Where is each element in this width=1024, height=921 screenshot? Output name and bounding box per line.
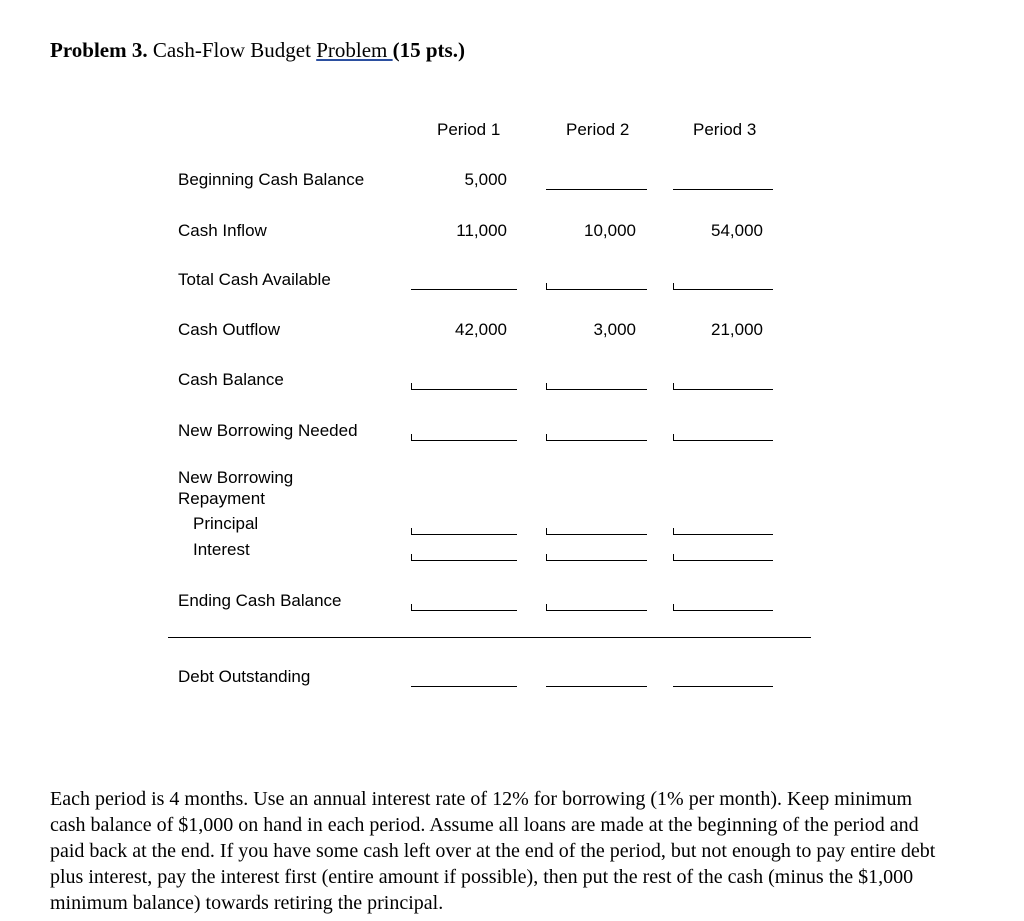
tick-mark — [411, 554, 412, 560]
blank-cash-balance-p3[interactable] — [673, 389, 773, 390]
label-ending-cash-balance: Ending Cash Balance — [178, 591, 342, 610]
blank-new-borrowing-p1[interactable] — [411, 440, 517, 441]
tick-mark — [673, 434, 674, 440]
label-cash-inflow: Cash Inflow — [178, 221, 267, 240]
blank-beginning-cash-p2[interactable] — [546, 189, 647, 190]
title-text-underlined: Problem — [316, 38, 393, 62]
blank-interest-p2[interactable] — [546, 560, 647, 561]
blank-new-borrowing-p2[interactable] — [546, 440, 647, 441]
label-interest: Interest — [193, 540, 250, 559]
blank-principal-p3[interactable] — [673, 534, 773, 535]
tick-mark — [411, 434, 412, 440]
blank-ending-cash-p2[interactable] — [546, 610, 647, 611]
instructions-paragraph: Each period is 4 months. Use an annual interest rate of 12% for borrowing (1% per month). Keep minimum cash balance of $1,000 on hand in each period. Assume all loans are made at the beginning of the period and paid back at the end. If you have some cash left over at the end of the period, but not enough to pay entire debt plus interest, pay the interest first (entire amount if possible), then put the rest of the cash (minus the $1,000 minimum balance) towards retiring the principal. — [50, 788, 936, 914]
tick-mark — [546, 528, 547, 534]
blank-ending-cash-p1[interactable] — [411, 610, 517, 611]
blank-cash-balance-p2[interactable] — [546, 389, 647, 390]
value-cash-outflow-p1: 42,000 — [455, 320, 507, 339]
value-cash-inflow-p2: 10,000 — [584, 221, 636, 240]
title-points: (15 pts.) — [392, 38, 465, 62]
tick-mark — [546, 383, 547, 389]
header-period-2: Period 2 — [566, 120, 630, 139]
title-text: Cash-Flow Budget — [152, 38, 317, 62]
problem-number: Problem 3. — [50, 38, 148, 62]
tick-mark — [546, 434, 547, 440]
tick-mark — [673, 383, 674, 389]
tick-mark — [546, 554, 547, 560]
label-new-borrowing: New Borrowing — [178, 468, 294, 487]
blank-beginning-cash-p3[interactable] — [673, 189, 773, 190]
blank-total-cash-p1[interactable] — [411, 289, 517, 290]
blank-debt-outstanding-p1[interactable] — [411, 686, 517, 687]
blank-debt-outstanding-p2[interactable] — [546, 686, 647, 687]
value-cash-outflow-p2: 3,000 — [593, 320, 636, 339]
label-cash-balance: Cash Balance — [178, 370, 284, 389]
blank-principal-p1[interactable] — [411, 534, 517, 535]
tick-mark — [411, 604, 412, 610]
blank-total-cash-p3[interactable] — [673, 289, 773, 290]
blank-debt-outstanding-p3[interactable] — [673, 686, 773, 687]
blank-cash-balance-p1[interactable] — [411, 389, 517, 390]
tick-mark — [673, 554, 674, 560]
tick-mark — [673, 604, 674, 610]
tick-mark — [673, 528, 674, 534]
label-beginning-cash-balance: Beginning Cash Balance — [178, 170, 365, 189]
tick-mark — [411, 383, 412, 389]
blank-ending-cash-p3[interactable] — [673, 610, 773, 611]
label-principal: Principal — [193, 514, 259, 533]
value-cash-outflow-p3: 21,000 — [711, 320, 763, 339]
label-total-cash-available: Total Cash Available — [178, 270, 331, 289]
value-cash-inflow-p3: 54,000 — [711, 221, 763, 240]
header-period-3: Period 3 — [693, 120, 757, 139]
value-cash-inflow-p1: 11,000 — [456, 221, 507, 240]
separator-rule — [168, 637, 811, 638]
label-new-borrowing-needed: New Borrowing Needed — [178, 421, 358, 440]
blank-total-cash-p2[interactable] — [546, 289, 647, 290]
tick-mark — [546, 283, 547, 289]
tick-mark — [546, 604, 547, 610]
blank-principal-p2[interactable] — [546, 534, 647, 535]
tick-mark — [673, 283, 674, 289]
tick-mark — [411, 528, 412, 534]
blank-interest-p1[interactable] — [411, 560, 517, 561]
value-beginning-cash-p1: 5,000 — [464, 170, 507, 189]
label-cash-outflow: Cash Outflow — [178, 320, 281, 339]
blank-new-borrowing-p3[interactable] — [673, 440, 773, 441]
blank-interest-p3[interactable] — [673, 560, 773, 561]
header-period-1: Period 1 — [437, 120, 501, 139]
label-debt-outstanding: Debt Outstanding — [178, 667, 311, 686]
label-repayment: Repayment — [178, 489, 265, 508]
problem-title — [50, 38, 465, 63]
